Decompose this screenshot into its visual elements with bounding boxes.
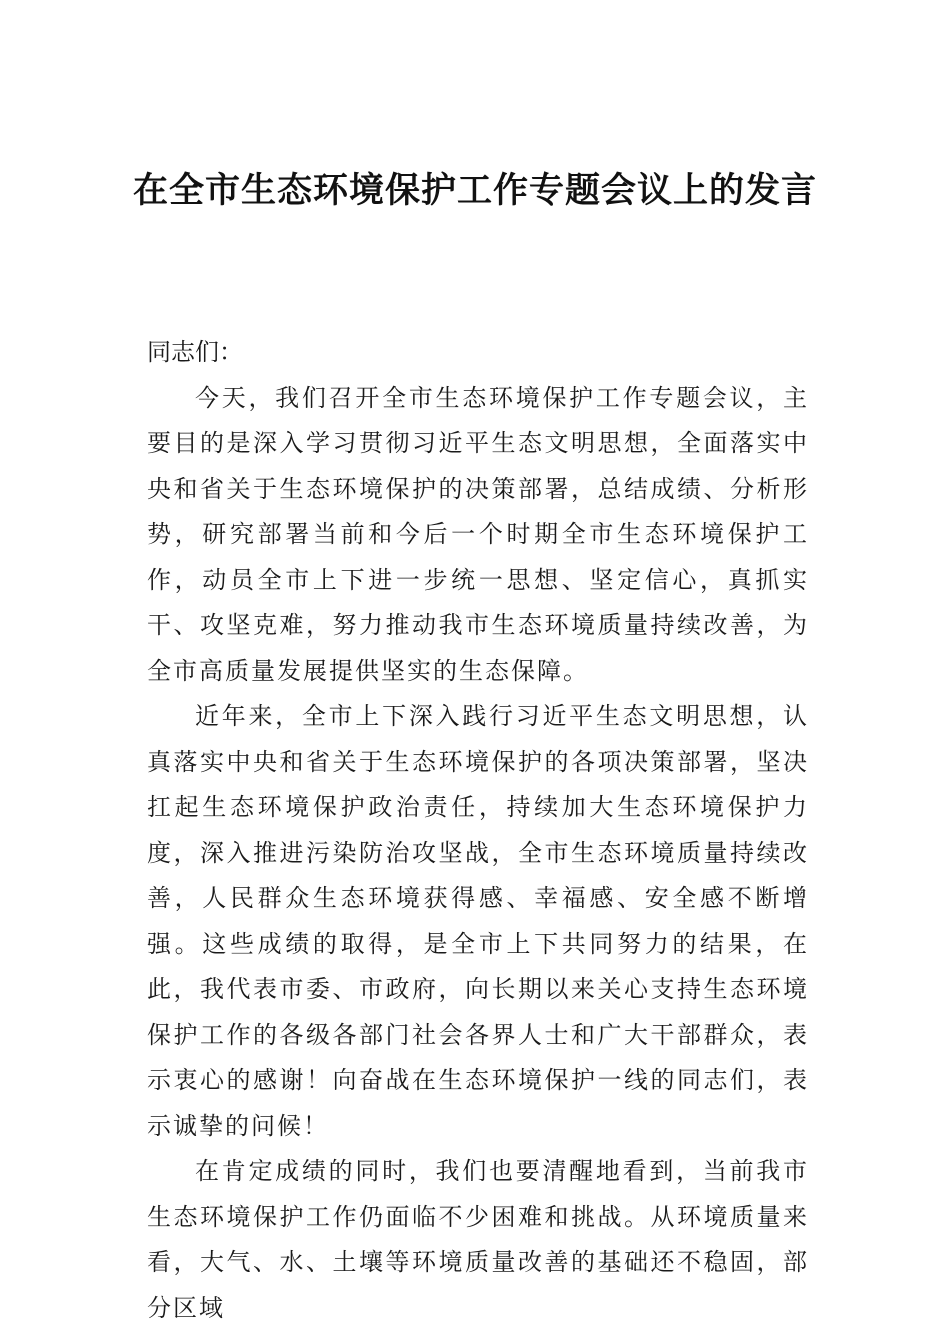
document-title: 在全市生态环境保护工作专题会议上的发言 [132, 170, 817, 211]
document-body [147, 330, 809, 1331]
paragraph-3: 在肯定成绩的同时，我们也要清醒地看到，当前我市生态环境保护工作仍面临不少困难和挑战。从环境质量来看，大气、水、土壤等环境质量改善的基础还不稳固，部分区域 [147, 1157, 809, 1322]
paragraph-1: 今天，我们召开全市生态环境保护工作专题会议，主要目的是深入学习贯彻习近平生态文明思想，全面落实中央和省关于生态环境保护的决策部署，总结成绩、分析形势，研究部署当前和今后一个时期全市生态环境保护工作，动员全市上下进一步统一思想、坚定信心，真抓实干、攻坚克难，努力推动我市生态环境质量持续改善，为全市高质量发展提供坚实的生态保障。 [147, 383, 809, 685]
paragraph-2: 近年来，全市上下深入践行习近平生态文明思想，认真落实中央和省关于生态环境保护的各项决策部署，坚决扛起生态环境保护政治责任，持续加大生态环境保护力度，深入推进污染防治攻坚战，全市生态环境质量持续改善，人民群众生态环境获得感、幸福感、安全感不断增强。这些成绩的取得，是全市上下共同努力的结果，在此，我代表市委、市政府，向长期以来关心支持生态环境保护工作的各级各部门社会各界人士和广大干部群众，表示衷心的感谢！向奋战在生态环境保护一线的同志们，表示诚挚的问候！ [147, 702, 809, 1140]
salutation: 同志们： [147, 338, 243, 366]
